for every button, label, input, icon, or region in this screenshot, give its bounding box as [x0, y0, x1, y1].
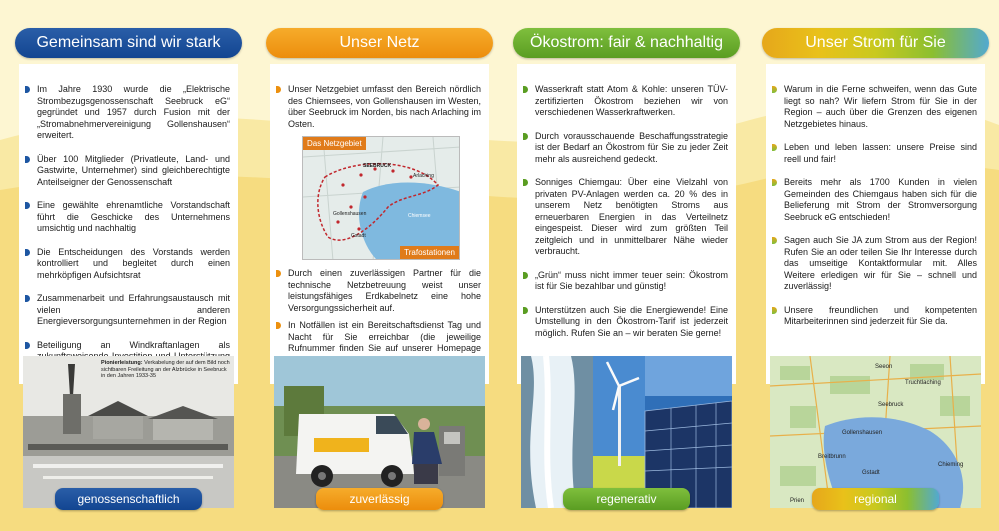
list-item-text: Eine gewählte ehrenamtliche Vorstandschaft führt die Geschicke des Unternehmens umsichtig und nachhaltig — [37, 200, 230, 233]
bullet-icon — [523, 272, 528, 279]
bullet-icon — [276, 322, 281, 329]
bullet-icon — [523, 307, 528, 314]
bullet-icon — [25, 156, 30, 163]
list-item — [25, 84, 230, 142]
list-item — [772, 84, 977, 130]
bullet-icon — [772, 144, 777, 151]
map-place-label: SEEBRUCK — [363, 163, 392, 169]
bullet-list — [270, 268, 489, 366]
list-item — [25, 247, 230, 282]
list-item — [25, 154, 230, 189]
column-header: Unser Netz — [266, 28, 493, 58]
bullet-icon — [772, 179, 777, 186]
list-item — [772, 142, 977, 165]
caption-badge: zuverlässig — [316, 488, 443, 510]
list-item-text: Zusammenarbeit und Erfahrungsaustausch mit vielen anderen Energieversorgungsunternehmen in der Region — [37, 293, 230, 326]
photo-note — [101, 360, 231, 380]
list-item — [276, 268, 481, 314]
historic-photo — [23, 356, 234, 508]
list-item — [523, 131, 728, 166]
bullet-icon — [25, 342, 30, 349]
region-map — [770, 356, 981, 508]
caption-badge: regenerativ — [563, 488, 690, 510]
network-map — [302, 136, 460, 260]
list-item-text: Sagen auch Sie JA zum Strom aus der Region! Rufen Sie an oder teilen Sie Ihr Interesse durch das umseitige Kontaktformular mit. Alles Weitere erledigen wir für Sie – schnell und zuverlässig! — [784, 235, 977, 291]
list-item — [523, 305, 728, 340]
list-item-text: Durch einen zuverlässigen Partner für die technische Netzbetreuung weist unser leistungsfähiges Erdkabelnetz eine hohe Versorgungssicherheit auf. — [288, 268, 481, 313]
photo-note-text: Verkabelung der auf dem Bild noch sichtbaren Freileitung an der Alzbrücke in Seebruck in den Jahren 1933-35 — [101, 360, 230, 379]
list-item — [772, 177, 977, 223]
list-item-text: Leben und leben lassen: unsere Preise sind reell und fair! — [784, 142, 977, 164]
list-item-text: Im Jahre 1930 wurde die „Elektrische Strombezugsgenossenschaft Seebruck eG“ gegründet und 1957 durch Fusion mit der „Stromabnehmervereinigung Gollenshausen“ erweitert. — [37, 84, 230, 140]
map-place-label: Gstadt — [351, 233, 366, 239]
map-place-label: Gollenshausen — [333, 211, 367, 217]
list-item-text: Unser Netzgebiet umfasst den Bereich nördlich des Chiemsees, von Gollenshausen im Westen, über Seebruck im Norden, bis nach Arlaching im Osten. — [288, 84, 481, 129]
list-item-text: „Grün“ muss nicht immer teuer sein: Ökostrom ist für Sie bezahlbar und günstig! — [535, 269, 728, 291]
renewable-energy-image — [521, 356, 732, 508]
bullet-list — [270, 64, 489, 130]
photo-note-title: Pionierleistung: — [101, 360, 143, 366]
bullet-icon — [25, 295, 30, 302]
column-strom-fuer-sie — [762, 28, 989, 531]
list-item-text: Bereits mehr als 1700 Kunden in vielen Gemeinden des Chiemgaus haben sich für die Belieferung mit Strom der Stromversorgung Seebruck eG entschieden! — [784, 177, 977, 222]
bullet-icon — [25, 202, 30, 209]
list-item-text: In Notfällen ist ein Bereitschaftsdienst Tag und Nacht für Sie erreichbar (die jeweilige Rufnummer finden Sie auf unserer Homepage — [288, 320, 481, 353]
column-header: Gemeinsam sind wir stark — [15, 28, 242, 58]
list-item — [523, 270, 728, 293]
map-place-label: Chiemsee — [408, 213, 431, 219]
list-item-text: Unterstützen auch Sie die Energiewende! Eine Umstellung in den Ökostrom-Tarif ist jederzeit möglich. Rufen Sie an – wir beraten Sie gerne! — [535, 304, 728, 338]
map-place-label: Breitbrunn — [818, 454, 846, 460]
map-place-label: Seebruck — [878, 402, 904, 408]
bullet-icon — [523, 86, 528, 93]
column-netz — [266, 28, 493, 531]
column-oekostrom — [513, 28, 740, 531]
bullet-icon — [523, 179, 528, 186]
renewable-photo — [521, 356, 732, 508]
list-item — [25, 293, 230, 328]
map-legend: Trafostationen — [400, 246, 459, 259]
map-place-label: Gollenshausen — [842, 430, 883, 436]
content-panel — [19, 64, 238, 384]
bullet-list — [766, 64, 985, 328]
list-item-text: Warum in die Ferne schweifen, wenn das Gute liegt so nah? Wir liefern Strom für Sie in der Region – auch über die Grenzen des eigenen Netzgebietes hinaus. — [784, 84, 977, 129]
list-item — [523, 84, 728, 119]
caption-badge: regional — [812, 488, 939, 510]
list-item-text: Die Entscheidungen des Vorstands werden kontrolliert und begleitet durch einen mehrköpfigen Aufsichtsrat — [37, 246, 230, 280]
bullet-icon — [276, 86, 281, 93]
map-place-label: Seeon — [875, 364, 893, 370]
bullet-icon — [523, 133, 528, 140]
bullet-icon — [25, 249, 30, 256]
list-item — [772, 305, 977, 328]
bullet-icon — [772, 237, 777, 244]
bullet-icon — [772, 86, 777, 93]
list-item — [25, 200, 230, 235]
service-van-photo — [274, 356, 485, 508]
list-item-text: Beteiligung an Windkraftanlagen als — [37, 339, 230, 350]
map-place-label: Chieming — [938, 462, 964, 468]
service-van-image — [274, 356, 485, 508]
list-item — [276, 84, 481, 130]
map-place-label: Arlaching — [413, 173, 434, 179]
list-item — [772, 235, 977, 293]
list-item-text: Über 100 Mitglieder (Privatleute, Land- und Gastwirte, Unternehmer) sind gleichberechtigte Anteilseigner der Genossenschaft — [37, 153, 230, 187]
bullet-list — [517, 64, 736, 339]
content-panel — [517, 64, 736, 384]
bullet-icon — [25, 86, 30, 93]
bullet-list — [19, 64, 238, 374]
list-item — [523, 177, 728, 258]
content-panel — [270, 64, 489, 384]
bullet-icon — [276, 270, 281, 277]
column-header: Unser Strom für Sie — [762, 28, 989, 58]
network-area-map — [303, 137, 460, 260]
list-item-text: Unsere freundlichen und kompetenten Mitarbeiterinnen sind jederzeit für Sie da. — [784, 304, 977, 326]
region-map-image — [770, 356, 981, 508]
map-place-label: Truchtlaching — [905, 380, 941, 386]
content-panel — [766, 64, 985, 384]
map-title: Das Netzgebiet — [303, 137, 366, 150]
map-place-label: Prien — [790, 498, 805, 504]
map-place-label: Gstadt — [862, 470, 880, 476]
column-header: Ökostrom: fair & nachhaltig — [513, 28, 740, 58]
column-gemeinsam — [15, 28, 242, 531]
bullet-icon — [772, 307, 777, 314]
list-item-text: Durch vorausschauende Beschaffungsstrategie ist der Bedarf an Ökostrom für Sie zu jeder Zeit mehr als ausreichend gedeckt. — [535, 130, 728, 164]
caption-badge: genossenschaftlich — [55, 488, 202, 510]
list-item-text: Sonniges Chiemgau: Über eine Vielzahl von privaten PV-Anlagen werden ca. 20 % des in unserem Netz benötigten Stroms aus erneuerbaren Energien in das Verteilnetz eingespeist. Dieser wird zum größten Teil zeitgleich und in unmittelbarer Nähe wieder verbraucht. — [535, 177, 728, 256]
list-item-text: Wasserkraft statt Atom & Kohle: unseren TÜV-zertifizierten Ökostrom beziehen wir von verschiedenen Wasserkraftwerken. — [535, 84, 728, 117]
